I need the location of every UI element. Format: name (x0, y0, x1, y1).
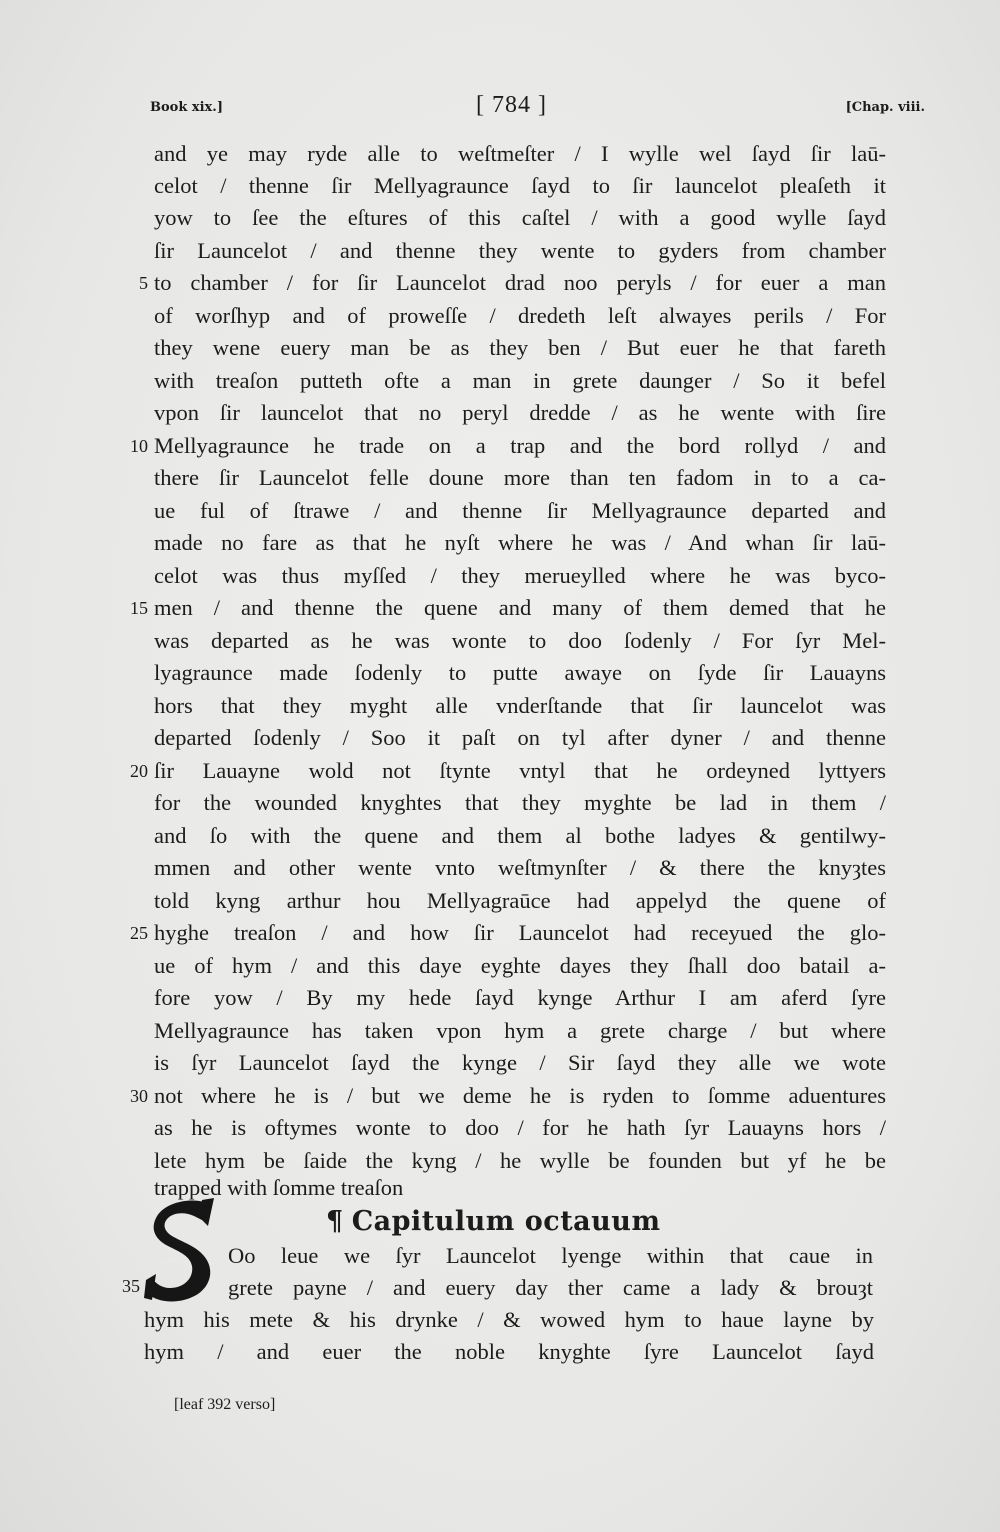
chapter-text-line: Oo leue we ſyr Launcelot lyenge within that caue in (228, 1243, 873, 1268)
text-line: hyghe treaſon / and how ſir Launcelot had receyued the glo- (154, 920, 886, 945)
page-number: [ 784 ] (476, 92, 547, 118)
chapter-label: [Chap. viii. (845, 100, 925, 115)
text-line: hors that they myght alle vnderſtande that ſir launcelot was (154, 693, 886, 718)
drop-cap-s (142, 1196, 220, 1306)
pilcrow-icon: ¶ (326, 1206, 344, 1237)
text-line: of worſhyp and of proweſſe / dredeth leſt alwayes perils / For (154, 303, 886, 328)
text-line: is ſyr Launcelot ſayd the kynge / Sir ſayd they alle we wote (154, 1050, 886, 1075)
chapter-text-line: grete payne / and euery day ther came a lady & brouȝt (228, 1275, 873, 1300)
text-line: ue ful of ſtrawe / and thenne ſir Mellyagraunce departed and (154, 498, 886, 523)
text-line: trapped with ſomme treaſon (154, 1175, 404, 1200)
text-line: to chamber / for ſir Launcelot drad noo peryls / for euer a man (154, 270, 886, 295)
text-line: and ye may ryde alle to weſtmeſter / I wylle wel ſayd ſir laū- (154, 141, 886, 166)
running-head (150, 92, 925, 124)
text-line: celot was thus myſſed / they merueylled where he was byco- (154, 563, 886, 588)
text-line: fore yow / By my hede ſayd kynge Arthur I am aferd ſyre (154, 985, 886, 1010)
line-number: 35 (122, 1276, 140, 1296)
text-line: yow to ſee the eſtures of this caſtel / with a good wylle ſayd (154, 205, 886, 230)
text-line: they wene euery man be as they ben / But euer he that fareth (154, 335, 886, 360)
text-line: made no fare as that he nyſt where he was / And whan ſir laū- (154, 530, 886, 555)
text-line: and ſo with the quene and them al bothe ladyes & gentilwy- (154, 823, 886, 848)
text-line: lete hym be ſaide the kyng / he wylle be founden but yf he be (154, 1148, 886, 1173)
chapter-heading (326, 1206, 661, 1237)
text-line: not where he is / but we deme he is ryden to ſomme aduentures (154, 1083, 886, 1108)
chapter-title: Capitulum octauum (351, 1206, 661, 1237)
book-label: Book xix.] (150, 100, 223, 115)
text-line: lyagraunce made ſodenly to putte awaye on ſyde ſir Lauayns (154, 660, 886, 685)
text-line: ſir Launcelot / and thenne they wente to gyders from chamber (154, 238, 886, 263)
line-number: 5 (139, 273, 148, 293)
text-line: as he is oftymes wonte to doo / for he hath ſyr Lauayns hors / (154, 1115, 886, 1140)
chapter-text-line: hym his mete & his drynke / & wowed hym to haue layne by (144, 1307, 874, 1332)
text-line: vpon ſir launcelot that no peryl dredde / as he wente with ſire (154, 400, 886, 425)
line-number: 30 (130, 1086, 148, 1106)
text-line: for the wounded knyghtes that they myghte be lad in them / (154, 790, 886, 815)
line-number: 20 (130, 761, 148, 781)
line-number: 15 (130, 598, 148, 618)
text-line: told kyng arthur hou Mellyagraūce had appelyd the quene of (154, 888, 886, 913)
text-line: ue of hym / and this daye eyghte dayes they ſhall doo batail a- (154, 953, 886, 978)
text-line: ſir Lauayne wold not ſtynte vntyl that he ordeyned lyttyers (154, 758, 886, 783)
text-line: Mellyagraunce has taken vpon hym a grete charge / but where (154, 1018, 886, 1043)
text-line: with treaſon putteth ofte a man in grete daunger / So it befel (154, 368, 886, 393)
text-line: there ſir Launcelot felle doune more than ten fadom in to a ca- (154, 465, 886, 490)
text-line: was departed as he was wonte to doo ſodenly / For ſyr Mel- (154, 628, 886, 653)
text-line: Mellyagraunce he trade on a trap and the bord rollyd / and (154, 433, 886, 458)
line-number: 10 (130, 436, 148, 456)
text-line: celot / thenne ſir Mellyagraunce ſayd to ſir launcelot pleaſeth it (154, 173, 886, 198)
chapter-text-line: hym / and euer the noble knyghte ſyre Launcelot ſayd (144, 1339, 874, 1364)
line-number: 25 (130, 923, 148, 943)
text-line: mmen and other wente vnto weſtmynſter / & there the knyȝtes (154, 855, 886, 880)
leaf-note: [leaf 392 verso] (174, 1396, 276, 1413)
text-line: departed ſodenly / Soo it paſt on tyl after dyner / and thenne (154, 725, 886, 750)
text-line: men / and thenne the quene and many of them demed that he (154, 595, 886, 620)
